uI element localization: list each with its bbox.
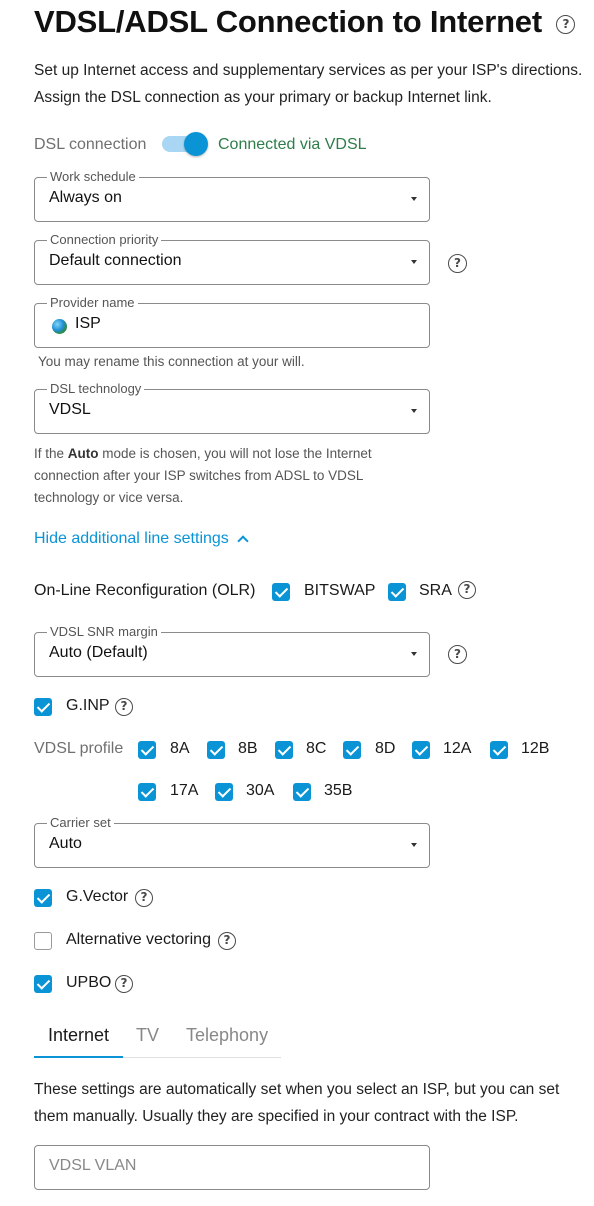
vdsl-vlan-placeholder: VDSL VLAN bbox=[49, 1157, 137, 1174]
chevron-down-icon bbox=[411, 843, 417, 847]
profile-30a-label: 30A bbox=[246, 782, 275, 799]
provider-name-hint: You may rename this connection at your will. bbox=[38, 354, 305, 369]
toggle-knob bbox=[184, 132, 208, 156]
chevron-down-icon bbox=[411, 260, 417, 264]
page-title bbox=[34, 4, 575, 40]
sra-checkbox[interactable] bbox=[388, 583, 406, 601]
work-schedule-value: Always on bbox=[49, 189, 122, 206]
profile-8d-label: 8D bbox=[375, 740, 396, 757]
help-icon[interactable]: ? bbox=[135, 889, 153, 907]
note-bold: Auto bbox=[67, 446, 99, 461]
help-icon[interactable]: ? bbox=[115, 698, 133, 716]
dsl-connection-label: DSL connection bbox=[34, 136, 147, 153]
help-icon[interactable]: ? bbox=[448, 645, 467, 664]
snr-margin-value: Auto (Default) bbox=[49, 644, 148, 661]
bitswap-label: BITSWAP bbox=[304, 582, 376, 599]
dsl-technology-note bbox=[34, 443, 394, 509]
profile-12a-label: 12A bbox=[443, 740, 472, 757]
chevron-down-icon bbox=[411, 197, 417, 201]
profile-8a-checkbox[interactable] bbox=[138, 741, 156, 759]
dsl-connection-toggle[interactable] bbox=[160, 132, 210, 156]
help-icon[interactable]: ? bbox=[218, 932, 236, 950]
profile-12b-label: 12B bbox=[521, 740, 550, 757]
link-label: Hide additional line settings bbox=[34, 530, 229, 547]
globe-icon bbox=[52, 319, 67, 334]
carrier-set-select[interactable] bbox=[34, 815, 430, 868]
connection-priority-select[interactable] bbox=[34, 232, 430, 285]
profile-12b-checkbox[interactable] bbox=[490, 741, 508, 759]
help-icon[interactable]: ? bbox=[458, 581, 476, 599]
chevron-down-icon bbox=[411, 409, 417, 413]
help-icon[interactable]: ? bbox=[448, 254, 467, 273]
provider-name-legend: Provider name bbox=[47, 295, 138, 311]
chevron-down-icon bbox=[411, 652, 417, 656]
carrier-set-legend: Carrier set bbox=[47, 815, 114, 831]
profile-17a-label: 17A bbox=[170, 782, 199, 799]
provider-name-value: ISP bbox=[75, 315, 101, 332]
connection-priority-legend: Connection priority bbox=[47, 232, 161, 248]
tab-telephony[interactable]: Telephony bbox=[186, 1025, 269, 1045]
help-icon[interactable]: ? bbox=[115, 975, 133, 993]
help-icon[interactable]: ? bbox=[556, 15, 575, 34]
snr-margin-legend: VDSL SNR margin bbox=[47, 624, 161, 640]
hide-additional-settings-link[interactable] bbox=[34, 530, 247, 548]
profile-12a-checkbox[interactable] bbox=[412, 741, 430, 759]
gvector-checkbox[interactable] bbox=[34, 889, 52, 907]
upbo-checkbox[interactable] bbox=[34, 975, 52, 993]
dsl-technology-value: VDSL bbox=[49, 401, 91, 418]
dsl-technology-legend: DSL technology bbox=[47, 381, 144, 397]
tab-description: These settings are automatically set when you select an ISP, but you can set them manually. Usually they are specified in your contract with the ISP. bbox=[34, 1081, 560, 1125]
note-text: mode is chosen, you will not lose the Internet connection after your ISP switches from ADSL to VDSL technology or vice versa. bbox=[34, 446, 372, 505]
carrier-set-value: Auto bbox=[49, 835, 82, 852]
alt-vectoring-label: Alternative vectoring bbox=[66, 931, 211, 948]
connection-status: Connected via VDSL bbox=[218, 136, 367, 153]
ginp-checkbox[interactable] bbox=[34, 698, 52, 716]
bitswap-checkbox[interactable] bbox=[272, 583, 290, 601]
profile-8a-label: 8A bbox=[170, 740, 190, 757]
vdsl-profile-label: VDSL profile bbox=[34, 740, 124, 757]
chevron-up-icon bbox=[237, 535, 248, 546]
profile-30a-checkbox[interactable] bbox=[215, 783, 233, 801]
olr-label: On-Line Reconfiguration (OLR) bbox=[34, 582, 256, 599]
connection-priority-value: Default connection bbox=[49, 252, 182, 269]
profile-8d-checkbox[interactable] bbox=[343, 741, 361, 759]
sra-label: SRA bbox=[419, 582, 452, 599]
snr-margin-select[interactable] bbox=[34, 624, 430, 677]
gvector-label: G.Vector bbox=[66, 888, 129, 905]
tab-tv[interactable]: TV bbox=[136, 1025, 160, 1045]
vdsl-vlan-input[interactable] bbox=[34, 1145, 430, 1190]
note-text: If the bbox=[34, 446, 68, 461]
profile-8c-label: 8C bbox=[306, 740, 327, 757]
profile-35b-label: 35B bbox=[324, 782, 353, 799]
upbo-label: UPBO bbox=[66, 974, 112, 991]
work-schedule-select[interactable] bbox=[34, 169, 430, 222]
provider-name-field[interactable] bbox=[34, 295, 430, 348]
profile-35b-checkbox[interactable] bbox=[293, 783, 311, 801]
dsl-technology-select[interactable] bbox=[34, 381, 430, 434]
page-title-text: VDSL/ADSL Connection to Internet bbox=[34, 4, 542, 39]
profile-8b-label: 8B bbox=[238, 740, 258, 757]
active-tab-indicator bbox=[34, 1056, 123, 1058]
profile-8c-checkbox[interactable] bbox=[275, 741, 293, 759]
profile-8b-checkbox[interactable] bbox=[207, 741, 225, 759]
profile-17a-checkbox[interactable] bbox=[138, 783, 156, 801]
tab-internet[interactable]: Internet bbox=[48, 1025, 110, 1045]
work-schedule-legend: Work schedule bbox=[47, 169, 139, 185]
page-intro: Set up Internet access and supplementary services as per your ISP's directions. Assign the DSL connection as your primary or backup Internet link. bbox=[34, 62, 583, 106]
ginp-label: G.INP bbox=[66, 697, 110, 714]
alt-vectoring-checkbox[interactable] bbox=[34, 932, 52, 950]
